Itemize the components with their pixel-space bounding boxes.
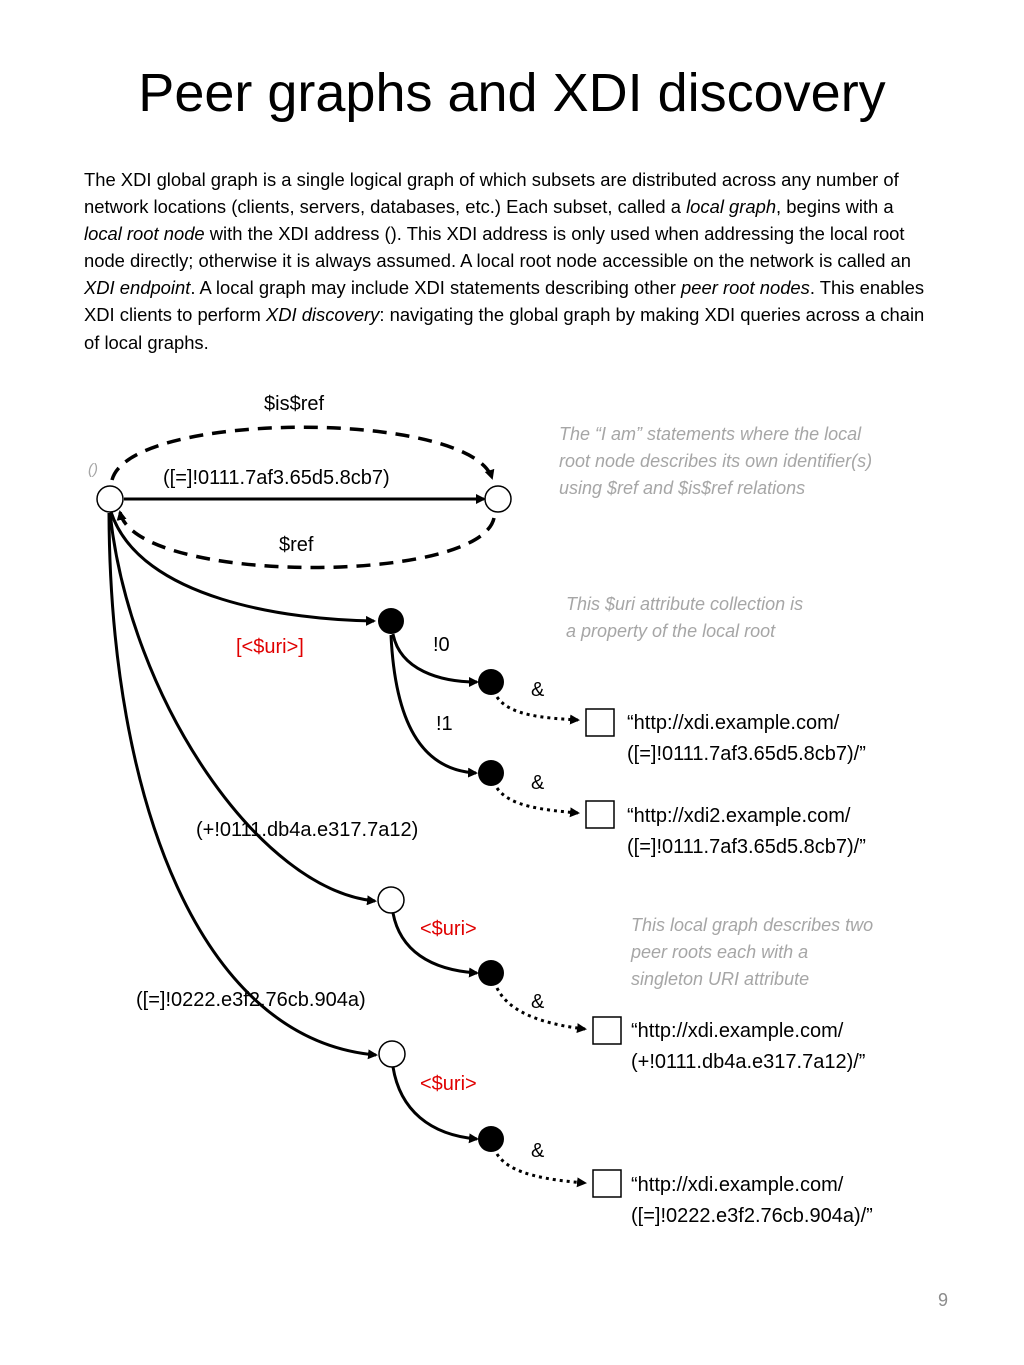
literal-3-line1: “http://xdi.example.com/ — [631, 1020, 844, 1042]
intro-term: local graph — [686, 196, 777, 218]
value-label-4: & — [531, 1140, 545, 1162]
intro-text: . A local graph may include XDI statements describing other — [190, 277, 682, 299]
intro-text: , begins with a — [776, 196, 894, 218]
page-number: 9 — [938, 1290, 949, 1310]
intro-term: local root node — [84, 223, 205, 245]
member-0-label: !0 — [433, 634, 450, 656]
note-peer-line2: peer roots each with a — [631, 942, 809, 962]
peer2-root-node — [379, 1041, 405, 1067]
self-id-node — [485, 486, 511, 512]
literal-4-line2: ([=]!0222.e3f2.76cb.904a)/” — [631, 1205, 873, 1227]
intro-term: XDI discovery — [265, 304, 380, 326]
peer2-uri-label: <$uri> — [420, 1073, 477, 1095]
intro-text: : navigating the global graph by making XDI queries across a chain of local graphs. — [84, 304, 925, 353]
member-0-node — [478, 669, 504, 695]
note-peer-line1: This local graph describes two — [631, 915, 874, 935]
literal-2-box — [586, 801, 614, 828]
ref-label: $ref — [279, 534, 314, 556]
literal-1-line1: “http://xdi.example.com/ — [627, 712, 840, 734]
peer1-label: (+!0111.db4a.e317.7a12) — [196, 819, 419, 841]
peer2-uri-node — [478, 1126, 504, 1152]
literal-4-box — [593, 1170, 621, 1197]
uri-collection-node — [378, 608, 404, 634]
peer1-uri-node — [478, 960, 504, 986]
note-self-line2: root node describes its own identifier(s) — [559, 451, 873, 471]
member-1-label: !1 — [436, 713, 453, 735]
intro-term: peer root nodes — [681, 277, 810, 299]
literal-1-box — [586, 709, 614, 736]
member-1-node — [478, 760, 504, 786]
peer1-edge — [110, 513, 375, 901]
literal-2-line1: “http://xdi2.example.com/ — [627, 805, 851, 827]
self-id-label: ([=]!0111.7af3.65d5.8cb7) — [163, 467, 390, 489]
literal-3-box — [593, 1017, 621, 1044]
is-ref-label: $is$ref — [264, 393, 325, 415]
intro-term: XDI endpoint — [84, 277, 191, 299]
note-peer-line3: singleton URI attribute — [631, 969, 810, 989]
value-label-3: & — [531, 991, 545, 1013]
root-label: () — [88, 461, 98, 478]
peer1-root-node — [378, 887, 404, 913]
peer1-uri-label: <$uri> — [420, 918, 477, 940]
note-uri-line2: a property of the local root — [566, 621, 776, 641]
literal-1-line2: ([=]!0111.7af3.65d5.8cb7)/” — [627, 743, 866, 765]
peer2-label: ([=]!0222.e3f2.76cb.904a) — [136, 989, 366, 1011]
literal-4-line1: “http://xdi.example.com/ — [631, 1174, 844, 1196]
intro-text: . This enables XDI clients to perform — [84, 277, 925, 326]
local-root-node — [97, 486, 123, 512]
intro-text: The XDI global graph is a single logical graph of which subsets are distributed across any number of network locations (clients, servers, databases, etc.) Each subset, called a — [84, 169, 899, 218]
note-self-line1: The “I am” statements where the local — [559, 424, 862, 444]
value-label-1: & — [531, 679, 545, 701]
note-uri-line1: This $uri attribute collection is — [566, 594, 804, 614]
peer2-edge — [109, 513, 376, 1055]
note-self-line3: using $ref and $is$ref relations — [559, 478, 806, 498]
literal-2-line2: ([=]!0111.7af3.65d5.8cb7)/” — [627, 836, 866, 858]
uri-collection-label: [<$uri>] — [236, 636, 304, 658]
slide-title: Peer graphs and XDI discovery — [138, 63, 886, 123]
literal-3-line2: (+!0111.db4a.e317.7a12)/” — [631, 1051, 866, 1073]
intro-text: with the XDI address (). This XDI address is only used when addressing the local root node directly; otherwise it is always assumed. A local root node accessible on the network is called an — [84, 223, 911, 272]
value-label-2: & — [531, 772, 545, 794]
